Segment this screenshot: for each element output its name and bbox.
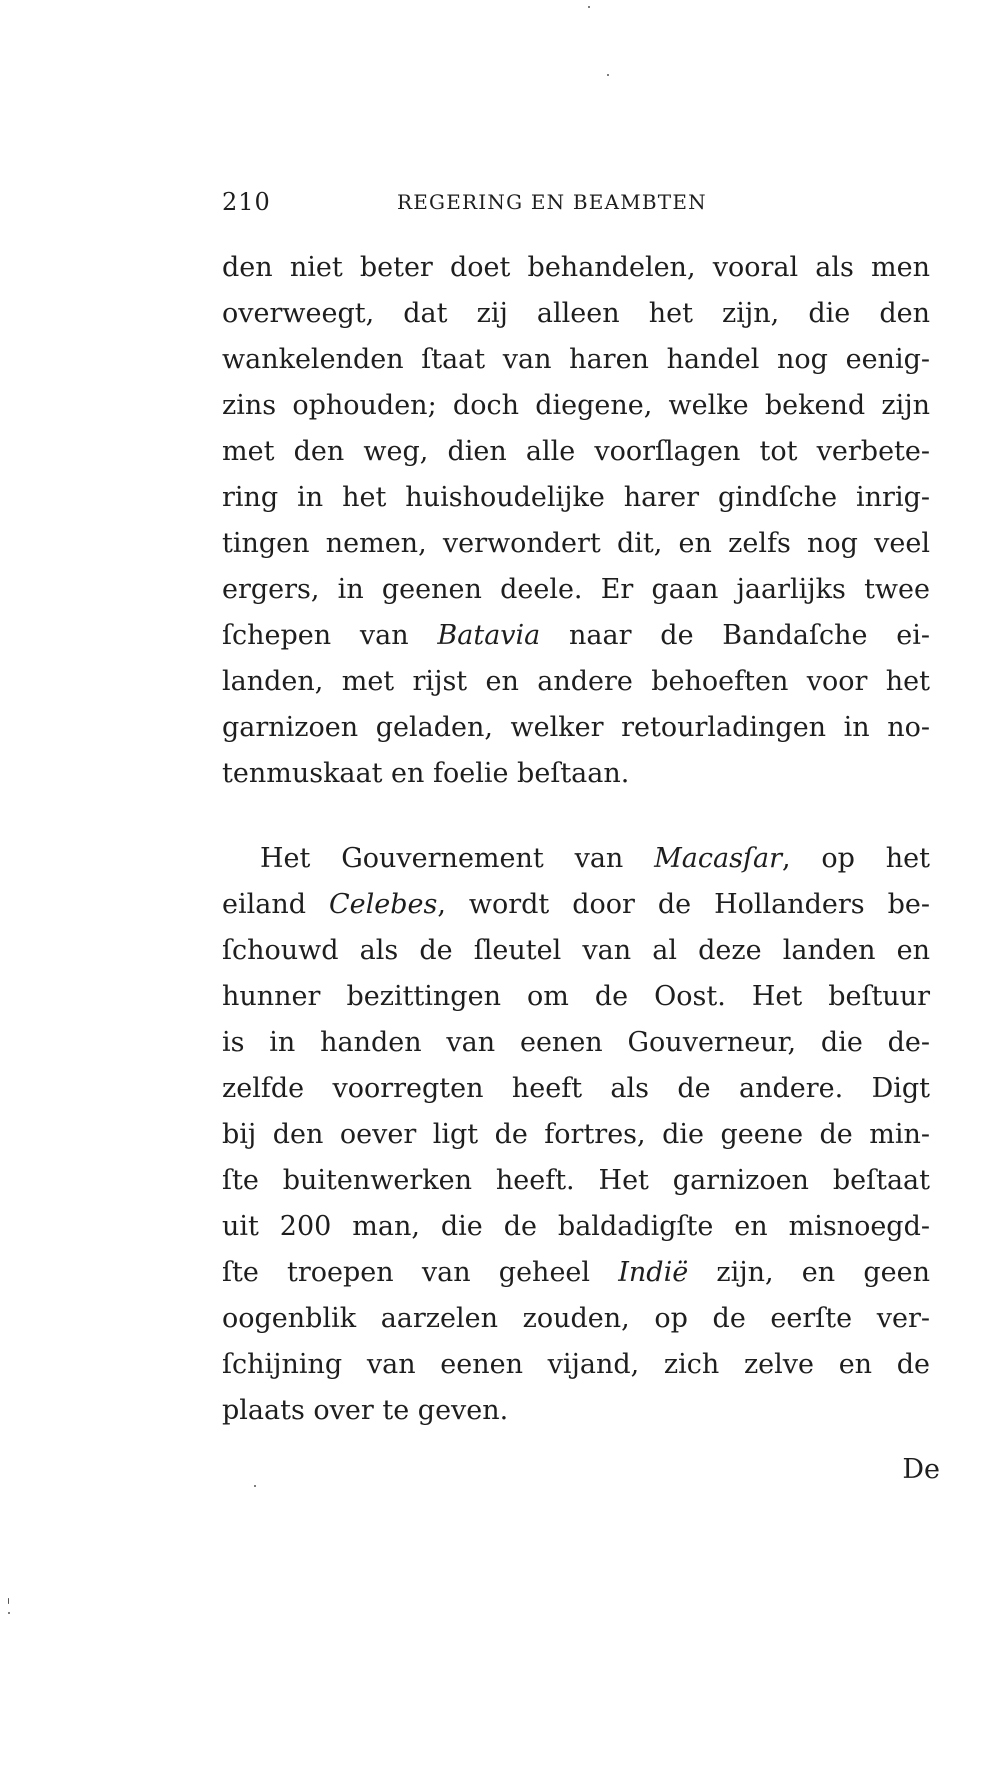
text-line: garnizoen geladen, welker retourladingen in no-: [222, 712, 930, 743]
text-line: tingen nemen, verwondert dit, en zelfs nog veel: [222, 528, 930, 559]
paragraph-1: [222, 245, 930, 797]
running-head: REGERING EN BEAMBTEN: [397, 190, 707, 214]
text-line: ring in het huishoudelijke harer gindſche inrig-: [222, 482, 930, 513]
text-line: ſchijning van eenen vijand, zich zelve en de: [222, 1349, 930, 1380]
paper-speck: [8, 1598, 9, 1604]
text-line: eiland Celebes, wordt door de Hollanders be-: [222, 889, 930, 920]
text-line: ſte troepen van geheel Indië zijn, en geen: [222, 1257, 931, 1288]
text-line: uit 200 man, die de baldadigſte en misnoegd-: [222, 1211, 930, 1242]
text-line: zins ophouden; doch diegene, welke bekend zijn: [222, 390, 930, 421]
text-line: den niet beter doet behandelen, vooral als men: [222, 252, 930, 283]
paper-speck: [607, 74, 609, 76]
text-line: landen, met rijst en andere behoeften voor het: [222, 666, 930, 697]
text-line: is in handen van eenen Gouverneur, die de-: [222, 1027, 930, 1058]
paragraph-2: [222, 836, 930, 1434]
text-line: bij den oever ligt de fortres, die geene de min-: [222, 1119, 930, 1150]
paper-speck: [588, 6, 590, 8]
text-line: plaats over te geven.: [222, 1395, 509, 1426]
catchword: De: [902, 1454, 940, 1485]
text-line: hunner bezittingen om de Oost. Het beſtuur: [222, 981, 930, 1012]
page-header: [222, 188, 752, 228]
paper-speck: [254, 1485, 256, 1487]
text-line: ſchouwd als de ſleutel van al deze landen en: [222, 935, 930, 966]
text-line: met den weg, dien alle voorſlagen tot verbete-: [222, 436, 930, 467]
text-line: ſte buitenwerken heeft. Het garnizoen beſtaat: [222, 1165, 930, 1196]
text-line: zelfde voorregten heeft als de andere. Digt: [222, 1073, 930, 1104]
text-line: Het Gouvernement van Macasſar, op het: [260, 843, 930, 874]
page-number: 210: [222, 188, 271, 216]
text-line: tenmuskaat en foelie beſtaan.: [222, 758, 630, 789]
text-line: ergers, in geenen deele. Er gaan jaarlijks twee: [222, 574, 930, 605]
text-line: overweegt, dat zij alleen het zijn, die den: [222, 298, 930, 329]
paper-speck: [8, 1612, 10, 1614]
text-line: ſchepen van Batavia naar de Bandaſche ei-: [222, 620, 930, 651]
text-line: oogenblik aarzelen zouden, op de eerſte ver-: [222, 1303, 930, 1334]
text-line: wankelenden ſtaat van haren handel nog eenig-: [222, 344, 930, 375]
